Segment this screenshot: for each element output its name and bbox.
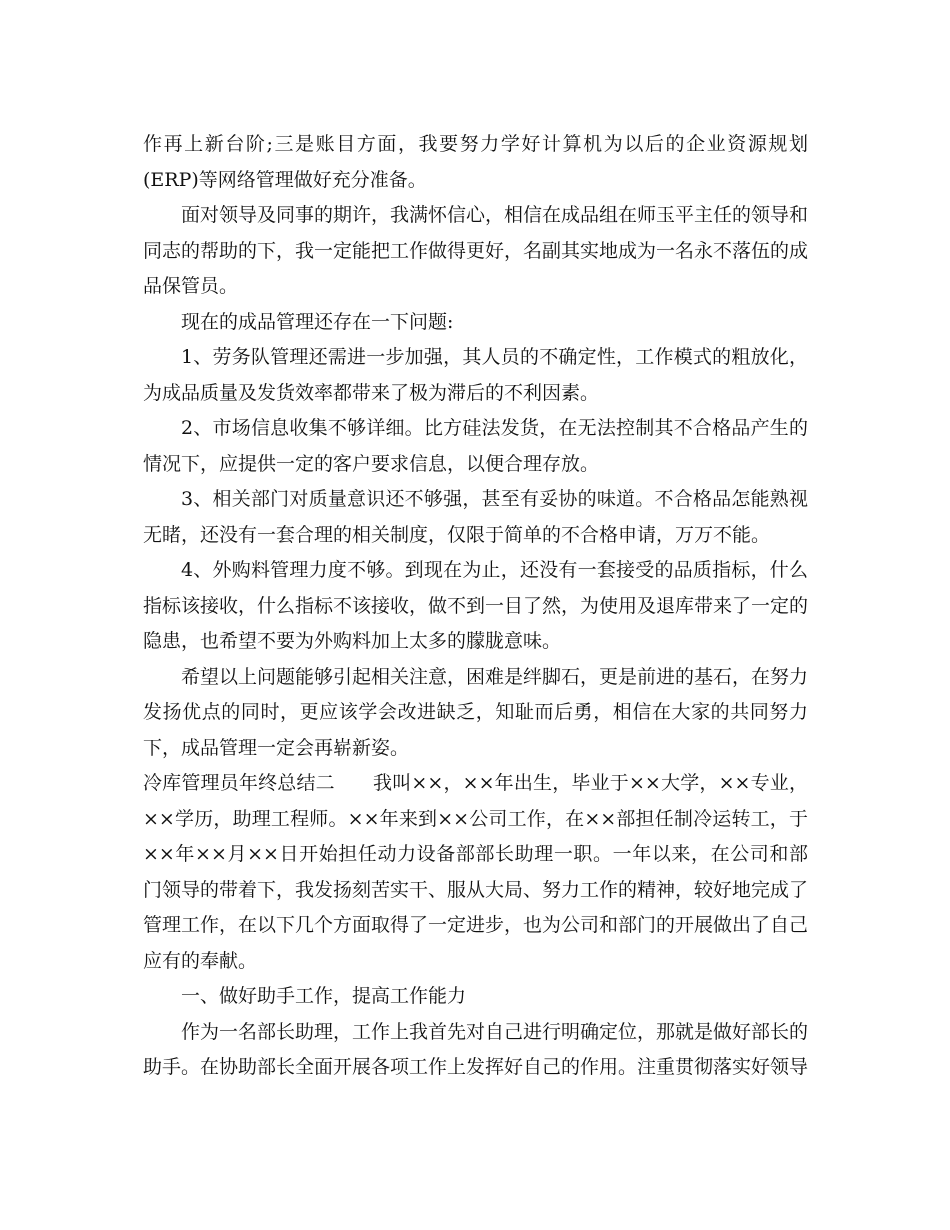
paragraph: 作为一名部长助理，工作上我首先对自己进行明确定位，那就是做好部长的助手。在协助部长全面开展各项工作上发挥好自己的作用。注重贯彻落实好领导 — [143, 1020, 809, 1078]
paragraph: 现在的成品管理还存在一下问题: — [181, 310, 454, 333]
document-body — [143, 127, 808, 1086]
paragraph: 希望以上问题能够引起相关注意，困难是绊脚石，更是前进的基石，在努力发扬优点的同时，更应该学会改进缺乏，知耻而后勇，相信在大家的共同努力下，成品管理一定会再崭新姿。 — [143, 665, 809, 759]
list-item-paragraph: 1、劳务队管理还需进一步加强，其人员的不确定性，工作模式的粗放化，为成品质量及发货效率都带来了极为滞后的不利因素。 — [143, 346, 808, 404]
list-item-paragraph: 3、相关部门对质量意识还不够强，甚至有妥协的味道。不合格品怎能熟视无睹，还没有一套合理的相关制度，仅限于简单的不合格申请，万万不能。 — [143, 488, 808, 546]
paragraph-continued: 作再上新台阶;三是账目方面，我要努力学好计算机为以后的企业资源规划(ERP)等网络管理做好充分准备。 — [143, 133, 808, 191]
paragraph: 面对领导及同事的期许，我满怀信心，相信在成品组在师玉平主任的领导和同志的帮助的下，我一定能把工作做得更好，名副其实地成为一名永不落伍的成品保管员。 — [143, 204, 809, 297]
subsection-heading: 一、做好助手工作，提高工作能力 — [181, 985, 467, 1007]
section-heading: 冷库管理员年终总结二 — [143, 772, 335, 794]
section-text: 我叫××，××年出生，毕业于××大学，××专业，××学历，助理工程师。××年来到××公司工作，在××部担任制冷运转工，于××年××月××日开始担任动力设备部部长助理一职。一年以来，在公司和部门领导的带着下，我发扬刻苦实干、服从大局、努力工作的精神，较好地完成了管理工作，在以下几个方面取得了一定进步，也为公司和部门的开展做出了自己应有的奉献。 — [143, 772, 809, 972]
section-paragraph — [143, 766, 808, 979]
list-item-paragraph: 4、外购料管理力度不够。到现在为止，还没有一套接受的品质指标，什么指标该接收，什么指标不该接收，做不到一目了然，为使用及退库带来了一定的隐患，也希望不要为外购料加上太多的朦胧意味。 — [143, 559, 809, 652]
list-item-paragraph: 2、市场信息收集不够详细。比方硅法发货，在无法控制其不合格品产生的情况下，应提供一定的客户要求信息，以便合理存放。 — [143, 417, 808, 475]
